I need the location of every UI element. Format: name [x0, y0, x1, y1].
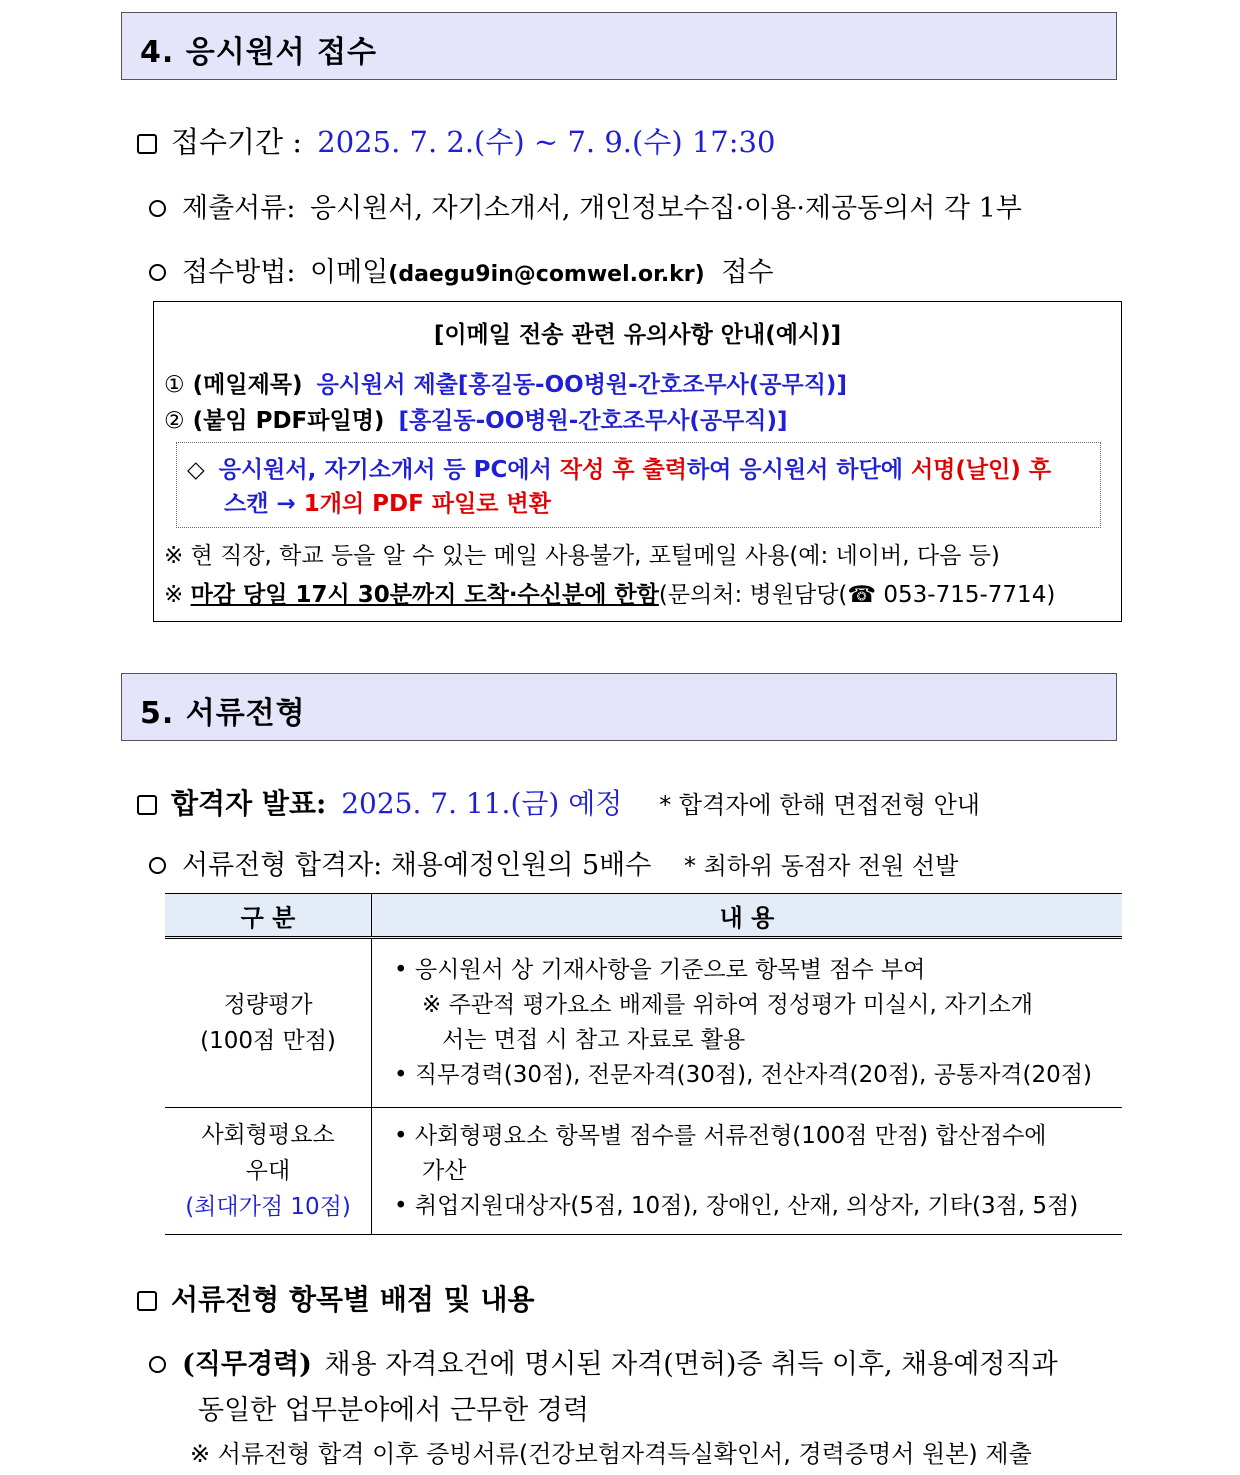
announce-label: 합격자 발표: [171, 787, 327, 820]
circle-bullet-icon [149, 857, 166, 874]
method-suffix: 접수 [721, 257, 774, 288]
table-cell-category: 사회형평요소 우대 (최대가점 10점) [165, 1108, 372, 1235]
method-line [149, 250, 773, 289]
document-screening-table [165, 893, 1122, 1235]
period-label: 접수기간 : [171, 125, 303, 159]
square-bullet-icon [137, 795, 157, 815]
phone-icon: ☎ [847, 582, 877, 608]
method-label: 접수방법: [182, 257, 296, 288]
docs-label: 제출서류: [182, 193, 296, 224]
method-prefix: 이메일 [310, 257, 389, 288]
notice-item-1: ① (메일제목) 응시원서 제출[홍길동-OO병원-간호조무사(공무직)] [164, 372, 847, 398]
career-label: (직무경력) [182, 1349, 312, 1380]
career-line-1 [149, 1342, 1058, 1381]
table-cell-content: • 응시원서 상 기재사항을 기준으로 항목별 점수 부여 ※ 주관적 평가요소 배제를 위하여 정성평가 미실시, 자기소개 서는 면접 시 참고 자료로 활용 • 직무경력(30점), 전문자격(30점), 전산자격(20점), 공통자격(20점) [372, 939, 1123, 1108]
circle-bullet-icon [149, 264, 166, 281]
diamond-icon: ◇ [187, 457, 205, 483]
announce-value: 2025. 7. 11.(금) 예정 [341, 787, 623, 820]
email-notice-box [153, 301, 1122, 622]
announce-line [137, 782, 980, 822]
square-bullet-icon [137, 134, 157, 154]
section-4-header [121, 12, 1117, 80]
career-text-2: 동일한 업무분야에서 근무한 경력 [198, 1395, 589, 1426]
method-email: (daegu9in@comwel.or.kr) [388, 262, 705, 287]
circle-bullet-icon [149, 1356, 166, 1373]
square-bullet-icon [137, 1291, 157, 1311]
career-note: ※ 서류전형 합격 이후 증빙서류(건강보험자격득실확인서, 경력증명서 원본) 제출 [190, 1440, 1032, 1468]
pass-line [149, 843, 958, 882]
table-header-row [165, 894, 1122, 938]
period-value: 2025. 7. 2.(수) ~ 7. 9.(수) 17:30 [317, 125, 776, 159]
table-row [165, 939, 1122, 1108]
notice-item-2: ② (붙임 PDF파일명) [홍길동-OO병원-간호조무사(공무직)] [164, 408, 788, 434]
table-cell-content: • 사회형평요소 항목별 점수를 서류전형(100점 만점) 합산점수에 가산 • 취업지원대상자(5점, 10점), 장애인, 산재, 의상자, 기타(3점, 5점) [372, 1108, 1123, 1235]
table-header-content: 내 용 [372, 894, 1123, 938]
table-cell-category: 정량평가 (100점 만점) [165, 939, 372, 1108]
table-header-category: 구 분 [165, 894, 372, 938]
pass-label: 서류전형 합격자: 채용예정인원의 5배수 [182, 850, 652, 881]
section-5-title: 5. 서류전형 [140, 696, 306, 731]
pdf-instruction-line-1: ◇ 응시원서, 자기소개서 등 PC에서 작성 후 출력하여 응시원서 하단에 서명(날인) 후 [187, 457, 1052, 483]
docs-line [149, 186, 1022, 225]
section-4-title: 4. 응시원서 접수 [140, 35, 378, 70]
career-text-1: 채용 자격요건에 명시된 자격(면허)증 취득 이후, 채용예정직과 [324, 1349, 1058, 1380]
pdf-instruction-box [176, 442, 1101, 528]
section-5-header [121, 673, 1117, 741]
pass-note: * 최하위 동점자 전원 선발 [683, 852, 959, 880]
notice-note-2: ※ 마감 당일 17시 30분까지 도착·수신분에 한함(문의처: 병원담당(☎ 053-715-7714) [164, 582, 1056, 608]
period-line [137, 120, 775, 161]
items-title: 서류전형 항목별 배점 및 내용 [171, 1283, 535, 1316]
notice-title: [이메일 전송 관련 유의사항 안내(예시)] [433, 322, 842, 348]
announce-note: * 합격자에 한해 면접전형 안내 [659, 791, 980, 819]
notice-note-1: ※ 현 직장, 학교 등을 알 수 있는 메일 사용불가, 포털메일 사용(예: 네이버, 다음 등) [164, 543, 1000, 569]
table-row [165, 1108, 1122, 1235]
pdf-instruction-line-2: 스캔 → 1개의 PDF 파일로 변환 [224, 491, 551, 517]
items-title-line [137, 1278, 535, 1318]
circle-bullet-icon [149, 200, 166, 217]
docs-value: 응시원서, 자기소개서, 개인정보수집·이용·제공동의서 각 1부 [310, 193, 1022, 224]
